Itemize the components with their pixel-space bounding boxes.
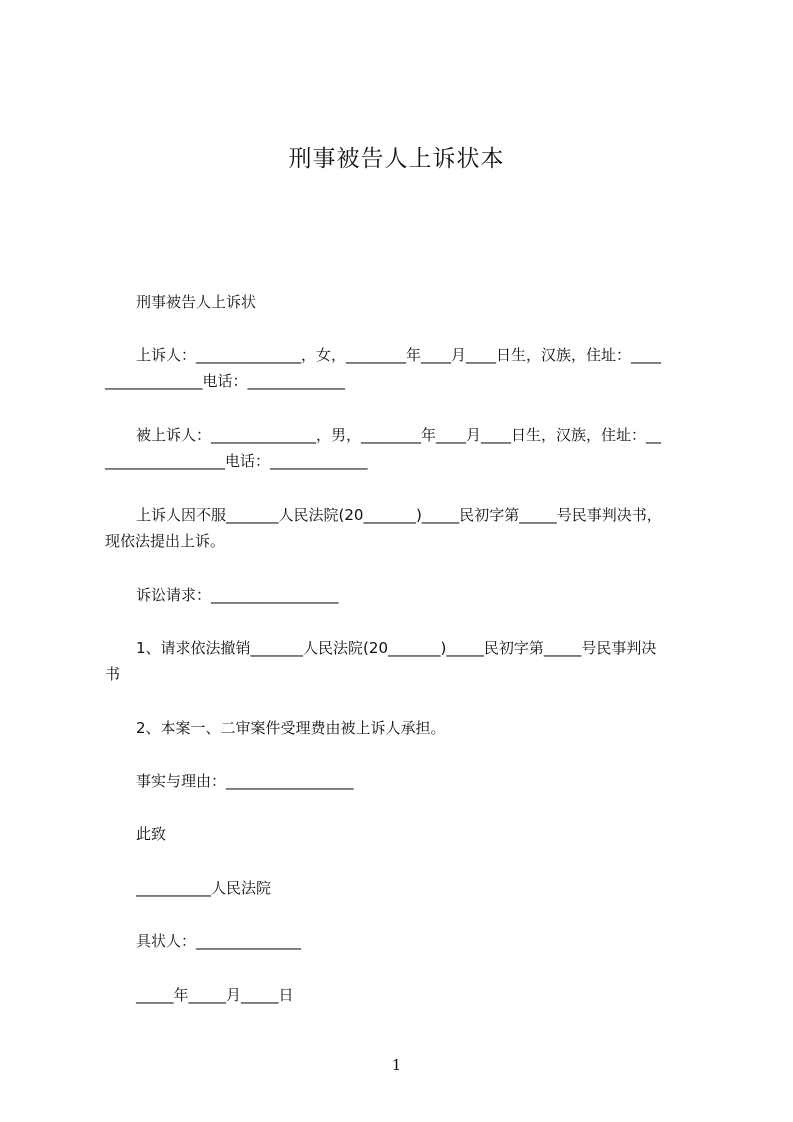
- paragraph-facts: 事实与理由：_________________: [136, 772, 354, 790]
- paragraph-claim-1-line2: 书: [105, 665, 121, 683]
- paragraph-appellee-line1: 被上诉人：______________，男，________年____月____日生，汉族，住址：__: [136, 426, 662, 444]
- paragraph-claims-heading: 诉讼请求：_________________: [136, 586, 339, 604]
- paragraph-date: _____年_____月_____日: [136, 986, 294, 1004]
- paragraph-court: __________人民法院: [136, 879, 272, 897]
- page-number: 1: [391, 1056, 402, 1074]
- paragraph-salutation: 此致: [136, 825, 167, 843]
- paragraph-appellant-line1: 上诉人：______________，女，________年____月____日生，汉族，住址：____: [136, 346, 662, 364]
- paragraph-reason-line1: 上诉人因不服_______人民法院(20_______)_____民初字第_____号民事判决书，: [136, 506, 662, 524]
- paragraph-appellee-line2: ________________电话：_____________: [105, 452, 368, 470]
- paragraph-heading: 刑事被告人上诉状: [136, 293, 257, 311]
- document-title: 刑事被告人上诉状本: [288, 146, 505, 172]
- paragraph-claim-2: 2、本案一、二审案件受理费由被上诉人承担。: [136, 719, 446, 737]
- paragraph-claim-1-line1: 1、请求依法撤销_______人民法院(20_______)_____民初字第_____号民事判决: [136, 639, 657, 657]
- paragraph-signer: 具状人：______________: [136, 932, 302, 950]
- paragraph-reason-line2: 现依法提出上诉。: [105, 532, 226, 550]
- paragraph-appellant-line2: _____________电话：_____________: [105, 372, 346, 390]
